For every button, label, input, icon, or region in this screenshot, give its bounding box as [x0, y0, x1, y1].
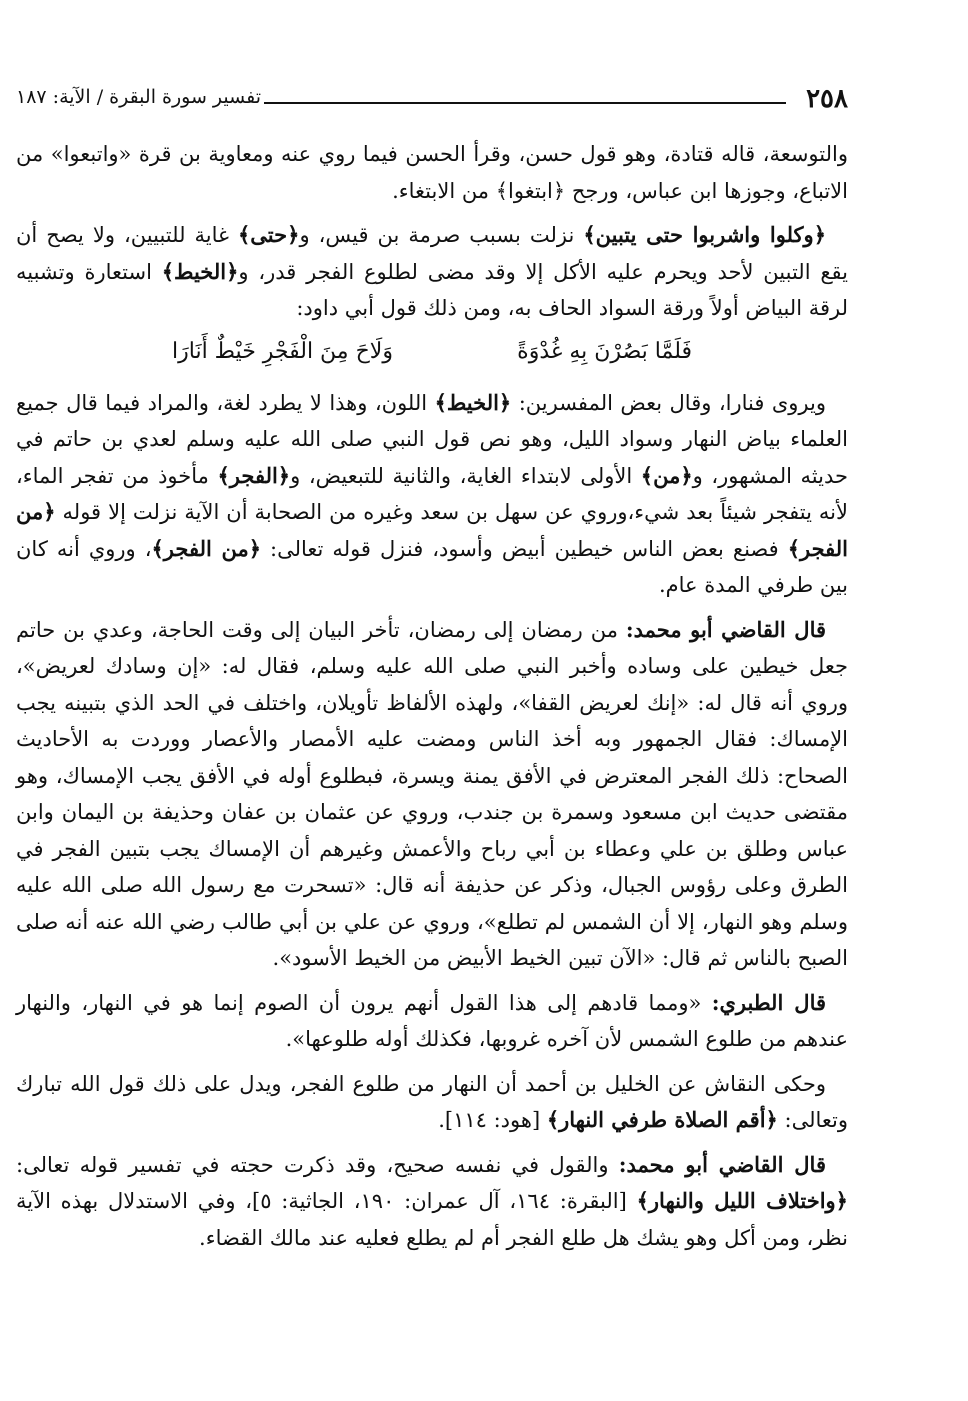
keyword: ﴿من الفجر﴾ [16, 499, 848, 561]
speaker-label: قال الطبري: [711, 989, 827, 1015]
verse-second-hemistich: وَلَاحَ مِنَ الْفَجْرِ خَيْطٌ أَنَارَا [172, 338, 393, 364]
keyword: ﴿الفجر﴾ [217, 462, 291, 488]
header-rule [264, 102, 786, 104]
paragraph-4 [16, 612, 848, 977]
paragraph-text: استعارة وتشبيه لرقة البياض أولاً ورقة السواد الحاف به، ومن ذلك قول أبي داود: [16, 259, 848, 320]
paragraph-text: غاية للتبيين، ولا يصح أن يقع التبين لأحد ويحرم عليه الأكل إلا وقد مضى لطلوع الفجر قدر، و [16, 223, 848, 284]
page-number: ٢٥٨ [806, 84, 848, 114]
paragraph-text: «ومما قادهم إلى هذا القول أنهم يرون أن الصوم إنما هو في النهار، والنهار عندهم من طلوع الشمس لأن آخره غروبها، فكذلك أوله طلوعها». [16, 990, 848, 1051]
quran-quote: ﴿أقم الصلاة طرفي النهار﴾ [546, 1107, 778, 1132]
paragraph-text: وحكى النقاش عن الخليل بن أحمد أن النهار من طلوع الفجر، ويدل على ذلك قول الله تبارك وتعالى: [16, 1071, 848, 1132]
keyword: ﴿من الفجر﴾ [151, 535, 262, 561]
paragraph-text: والقول في نفسه صحيح، وقد ذكرت حجته في تفسير قوله تعالى: [16, 1152, 619, 1177]
paragraph-3 [16, 385, 848, 604]
paragraph-text: من رمضان إلى رمضان، تأخر البيان إلى وقت الحاجة، وعدي بن حاتم جعل خيطين على وساده وأخبر النبي صلى الله عليه وسلم، فقال له: «إن وسادك لعريض»، وروي أنه قال له: «إنك لعريض القفا»، ولهذه الألفاظ تأويلان، واختلف في الحد الذي بتبينه يجب الإمساك: فقال الجمهور وبه أخذ الناس ومضت عليه الأمصار والأعصار ووردت به الأحاديث الصحاح: ذلك الفجر المعترض في الأفق يمنة ويسرة، فبطلوع أوله في الأفق يجب الإمساك، وهو مقتضى حديث ابن مسعود وسمرة بن جندب، وروي عن عثمان بن عفان وحذيفة بن اليمان وابن عباس وطلق بن علي وعطاء بن أبي رباح والأعمش وغيرهم أن الإمساك يجب بتبين الفجر في الطرق وعلى رؤوس الجبال، وذكر عن حذيفة أنه قال: «تسحرت مع رسول الله صلى الله عليه وسلم وهو النهار، إلا أن الشمس لم تطلع»، وروي عن علي بن أبي طالب رضي الله عنه أنه صلى الصبح بالناس ثم قال: «الآن تبين الخيط الأبيض من الخيط الأسود». [16, 617, 848, 970]
keyword: ﴿الخيط﴾ [161, 258, 239, 284]
paragraph-text: الأولى لابتداء الغاية، والثانية للتبعيض، و [290, 463, 641, 488]
quran-quote: ﴿واختلاف الليل والنهار﴾ [636, 1188, 848, 1213]
paragraph-7 [16, 1147, 848, 1257]
keyword: ﴿الخيط﴾ [434, 389, 512, 415]
paragraph-text: ، وروي أنه كان بين طرفي المدة عام. [16, 536, 848, 597]
paragraph-5 [16, 985, 848, 1058]
paragraph-text: فصنع بعض الناس خيطين أبيض وأسود، فنزل قوله تعالى: [261, 536, 788, 561]
speaker-label: قال القاضي أبو محمد: [618, 1151, 826, 1177]
paragraph-text: [هود: ١١٤]. [438, 1108, 547, 1132]
speaker-label: قال القاضي أبو محمد: [625, 616, 827, 642]
header-title: تفسير سورة البقرة / الآية: ١٨٧ [16, 86, 261, 108]
paragraph-6 [16, 1066, 848, 1139]
paragraph-text: ويروى فنارا، وقال بعض المفسرين: [511, 390, 826, 415]
paragraph-text: نزلت بسبب صرمة بن قيس، و [299, 223, 584, 247]
page-body [16, 136, 848, 1264]
keyword: ﴿من﴾ [640, 462, 693, 488]
quran-quote: ﴿وكلوا واشربوا حتى يتبين﴾ [583, 222, 827, 247]
poetry-verse [172, 335, 692, 369]
paragraph-1 [16, 136, 848, 209]
running-header [16, 84, 848, 112]
paragraph-text: اللون، وهذا لا يطرد لغة، والمراد فيما قال جميع العلماء بياض النهار وسواد الليل، وهو نص قول النبي صلى الله عليه وسلم لعدي بن حاتم في حديثه المشهور، و [16, 390, 848, 488]
keyword: ﴿حتى﴾ [238, 222, 300, 247]
paragraph-text: والتوسعة، قاله قتادة، وهو قول حسن، وقرأ الحسن فيما روي عنه ومعاوية بن قرة «واتبعوا» من الاتباع، وجوزها ابن عباس، ورجح ﴿ابتغوا﴾ من الابتغاء. [16, 142, 848, 203]
verse-first-hemistich: فَلَمَّا بَصُرْنَ بِهِ غُدْوَةً [517, 338, 692, 364]
paragraph-text: [البقرة: ١٦٤، آل عمران: ١٩٠، الجاثية: ٥]، وفي الاستدلال بهذه الآية نظر، ومن أكل وهو يشك هل طلع الفجر أم لم يطلع فعليه عند مالك القضاء. [16, 1189, 848, 1250]
paragraph-2 [16, 217, 848, 327]
paragraph-text: مأخوذ من تفجر الماء، لأنه يتفجر شيئاً بعد شيء،وروي عن سهل بن سعد وغيره من الصحابة أن الآية نزلت إلا قوله [16, 463, 848, 524]
